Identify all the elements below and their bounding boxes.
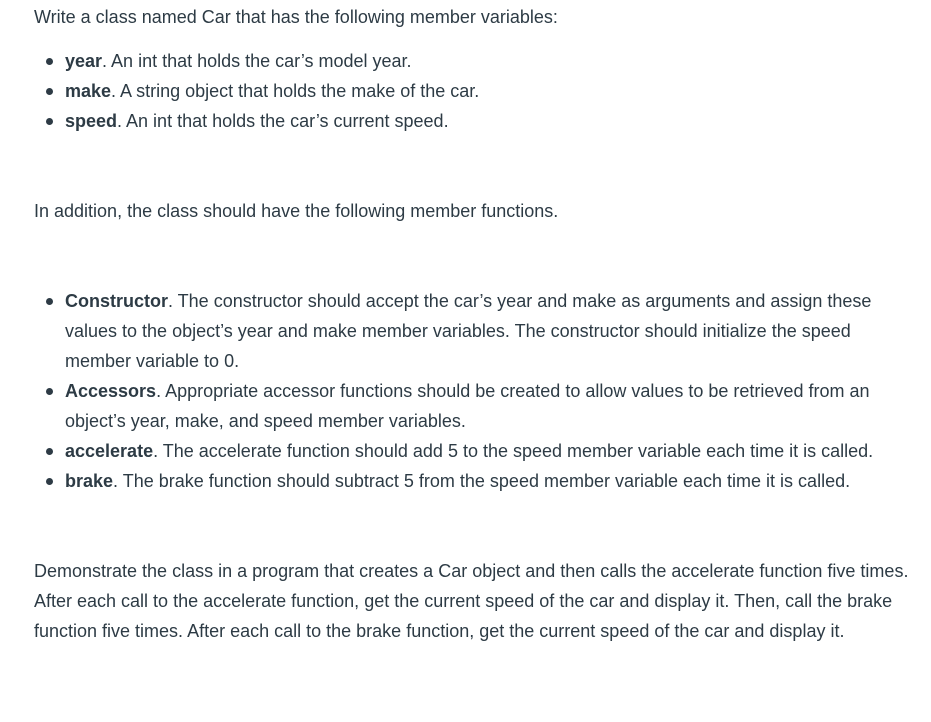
term-accelerate: accelerate (65, 441, 154, 461)
term-accessors: Accessors (65, 381, 157, 401)
description-accelerate: . The accelerate function should add 5 to the speed member variable each time it is called. (153, 441, 874, 461)
description-make: . A string object that holds the make of the car. (111, 81, 480, 101)
addition-paragraph: In addition, the class should have the following member functions. (34, 201, 559, 221)
description-speed: . An int that holds the car’s current speed. (117, 111, 449, 131)
list-item-accelerate (65, 436, 924, 466)
intro-paragraph: Write a class named Car that has the following member variables: (34, 7, 558, 27)
term-speed: speed (65, 111, 118, 131)
term-make: make (65, 81, 112, 101)
term-constructor: Constructor (65, 291, 168, 311)
description-year: . An int that holds the car’s model year. (102, 51, 412, 71)
list-item-year (65, 46, 924, 76)
description-constructor: . The constructor should accept the car’s year and make as arguments and assign these values to the object’s year and make member variables. The constructor should initialize the speed member variable to 0. (65, 291, 872, 371)
demonstrate-paragraph: Demonstrate the class in a program that creates a Car object and then calls the accelerate function five times. After each call to the accelerate function, get the current speed of the car and display it. Then, call the brake function five times. After each call to the brake function, get the current speed of the car and display it. (34, 561, 909, 641)
list-item-accessors (65, 376, 924, 436)
list-item-speed (65, 106, 924, 136)
list-item-brake (65, 466, 924, 496)
description-accessors: . Appropriate accessor functions should be created to allow values to be retrieved from an object’s year, make, and speed member variables. (65, 381, 870, 431)
term-brake: brake (65, 471, 114, 491)
list-item-make (65, 76, 924, 106)
member-functions-list (34, 286, 924, 496)
term-year: year (65, 51, 103, 71)
description-brake: . The brake function should subtract 5 from the speed member variable each time it is called. (113, 471, 851, 491)
member-variables-list (34, 46, 924, 136)
list-item-constructor (65, 286, 924, 376)
